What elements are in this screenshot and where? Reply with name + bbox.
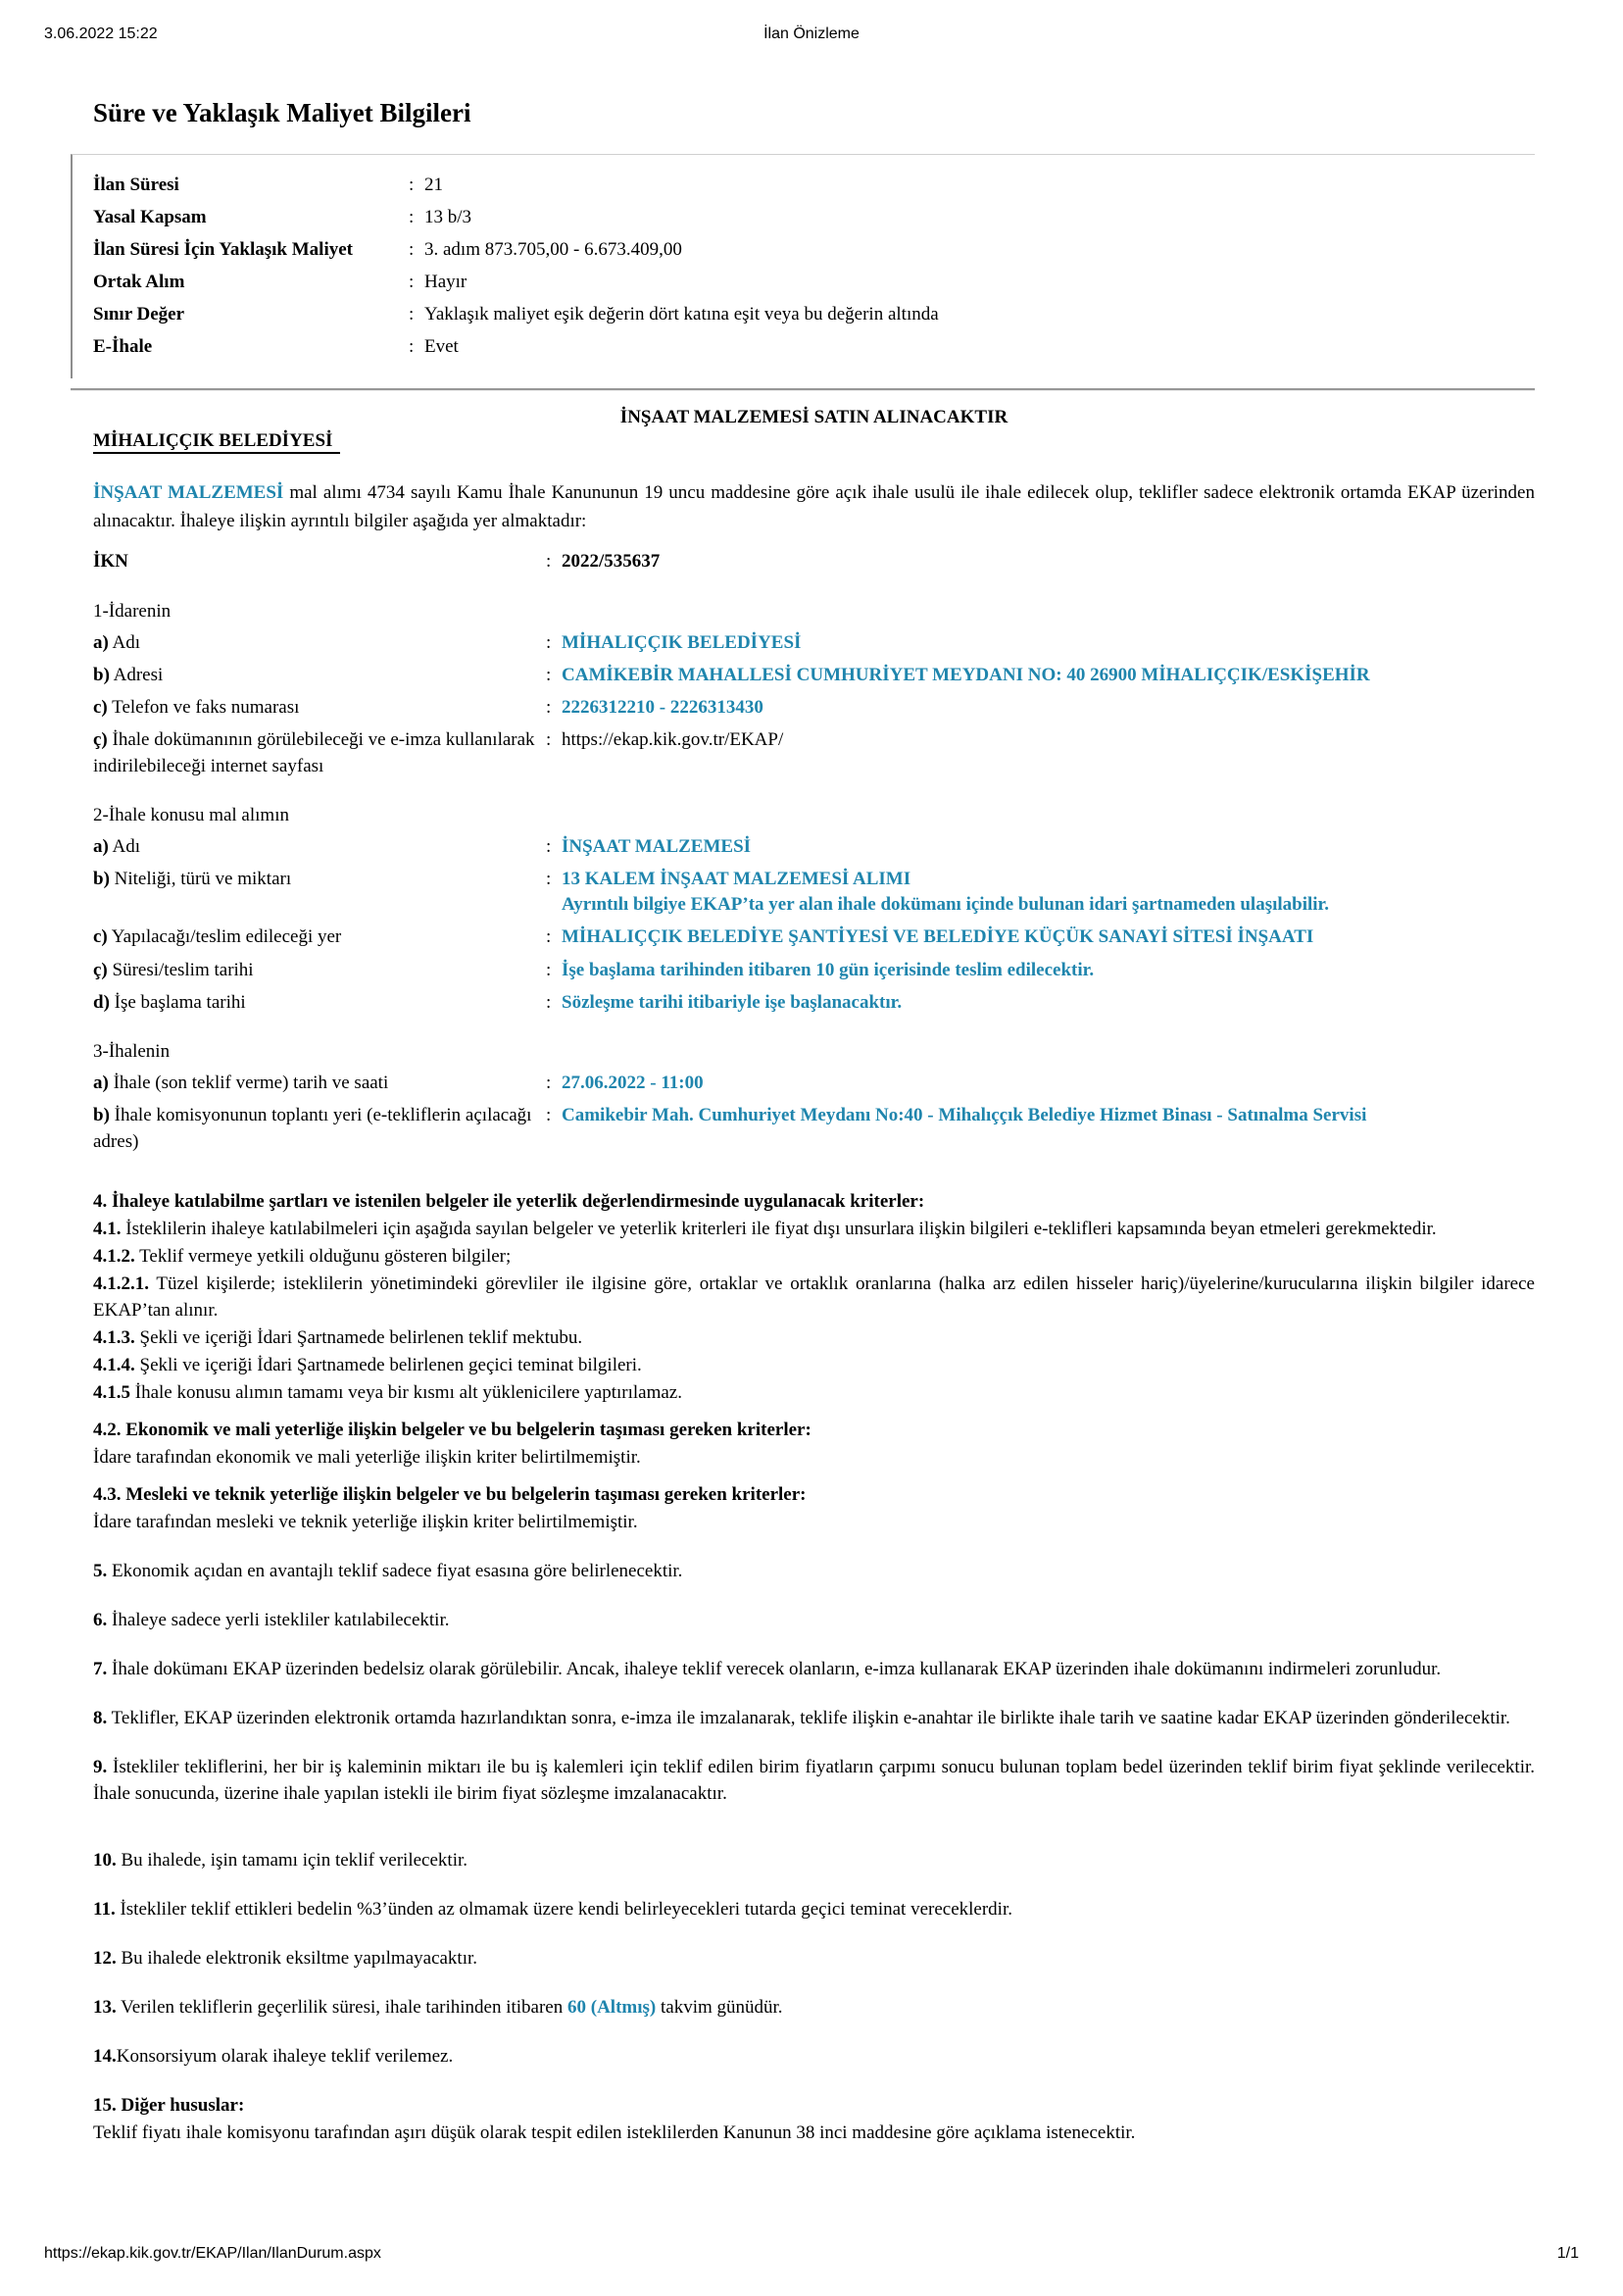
info-row [93,330,1535,363]
info-value: Yaklaşık maliyet eşik değerin dört katına eşit veya bu değerin altında [424,304,939,325]
info-value: 3. adım 873.705,00 - 6.673.409,00 [424,239,682,261]
row-label: İhale (son teklif verme) tarih ve saati [108,1073,389,1094]
row-label: Adı [108,835,141,857]
clause-text: Teklifler, EKAP üzerinden elektronik ortamda hazırlandıktan sonra, e-imza ile imzalanarak, teklife ilişkin e-anahtar ile birlikte ihale tarih ve saatine kadar EKAP üzerinden gönderilecektir. [107,1707,1510,1728]
row-label: Süresi/teslim tarihi [107,959,254,980]
intro-text: mal alımı 4734 sayılı Kamu İhale Kanununun 19 uncu maddesine göre açık ihale usulü ile ihale edilecek olup, teklifler sadece elektronik ortamda EKAP üzerinden alınacaktır. İhaleye ilişkin ayrıntılı bilgiler aşağıda yer almaktadır: [93,482,1535,531]
clause-12 [93,1945,1535,1972]
info-label: İlan Süresi İçin Yaklaşık Maliyet [93,239,353,261]
clause-4 [93,1188,1535,1216]
row-label: Niteliği, türü ve miktarı [109,869,292,889]
clause-11 [93,1896,1535,1923]
clause-text: Bu ihalede, işin tamamı için teklif verilecektir. [116,1850,468,1872]
clause-heading: 4.3. Mesleki ve teknik yeterliğe ilişkin belgeler ve bu belgelerin taşıması gereken kriterler: [93,1483,807,1505]
clause-text: İdare tarafından mesleki ve teknik yeterliğe ilişkin kriter belirtilmemiştir. [93,1511,638,1532]
info-value: Evet [424,336,459,358]
clause-7 [93,1656,1535,1683]
detail-row [93,958,1535,983]
info-label: Ortak Alım [93,272,185,293]
announcement-headline: İNŞAAT MALZEMESİ SATIN ALINACAKTIR [619,407,1008,428]
detail-row [93,1103,1535,1154]
clause-4-1-2 [93,1243,1535,1271]
clause-4-2-text [93,1444,1535,1472]
clause-text: Teklif vermeye yetkili olduğunu gösteren bilgiler; [134,1245,512,1267]
colon: : [409,175,415,195]
clause-number: 4.1.3. [93,1327,135,1349]
clause-number: 9. [93,1756,108,1777]
intro-highlight: İNŞAAT MALZEMESİ [93,482,284,504]
detail-row [93,1071,1535,1096]
detail-row [93,727,1535,778]
colon: : [409,207,415,228]
colon: : [546,631,552,653]
row-value: https://ekap.kik.gov.tr/EKAP/ [562,729,784,751]
colon: : [409,336,415,358]
row-value [562,867,1535,918]
row-letter: a) [93,631,109,653]
clause-text: Şekli ve içeriği İdari Şartnamede belirlenen geçici teminat bilgileri. [134,1355,642,1376]
row-value: CAMİKEBİR MAHALLESİ CUMHURİYET MEYDANI NO: 40 26900 MİHALIÇÇIK/ESKİŞEHİR [562,664,1370,685]
info-row [93,298,1535,330]
clause-number: 4.1.2. [93,1245,135,1267]
print-datetime: 3.06.2022 15:22 [44,25,158,42]
clause-text: Verilen tekliflerin geçerlilik süresi, ihale tarihinden itibaren [116,1997,567,2019]
colon: : [546,697,552,719]
clause-4-1-5 [93,1379,1535,1407]
row-value: MİHALIÇÇIK BELEDİYE ŞANTİYESİ VE BELEDİYE KÜÇÜK SANAYİ SİTESİ İNŞAATI [562,926,1314,948]
clause-number: 14. [93,2046,117,2068]
row-letter: a) [93,1073,109,1094]
row-letter: b) [93,1105,110,1126]
clause-9 [93,1754,1535,1809]
page-number: 1/1 [1556,2245,1579,2262]
clause-6 [93,1607,1535,1634]
row-letter: ç) [93,959,108,980]
row-value: Sözleşme tarihi itibariyle işe başlanacaktır. [562,991,903,1013]
colon: : [546,551,552,573]
clause-text: İhale dokümanı EKAP üzerinden bedelsiz olarak görülebilir. Ancak, ihaleye teklif verecek olanların, e-imza kullanarak EKAP üzerinden ihale dokümanını indirmeleri zorunludur. [107,1658,1442,1679]
row-value-line2: Ayrıntılı bilgiye EKAP’ta yer alan ihale dokümanı içinde bulunan idari şartnameden ulaşılabilir. [562,894,1329,916]
row-value: İşe başlama tarihinden itibaren 10 gün içerisinde teslim edilecektir. [562,959,1095,980]
info-row [93,266,1535,298]
clause-text: İstekliler tekliflerini, her bir iş kaleminin miktarı ile bu iş kalemleri için teklif edilen birim fiyatların çarpımı sonucu bulunan toplam bedel üzerinden teklif birim fiyat şeklinde verilecektir. İhale sonucunda, üzerine ihale yapılan istekli ile birim fiyat sözleşme imzalanacaktır. [93,1756,1535,1805]
row-label: Telefon ve faks numarası [107,697,300,719]
row-letter: c) [93,926,108,948]
row-label: İhale dokümanının görülebileceği ve e-imza kullanılarak indirilebileceği internet sayfası [93,729,535,776]
clause-15 [93,2092,1535,2147]
detail-row [93,663,1535,688]
clause-4-1-4 [93,1352,1535,1379]
info-table [71,154,1535,378]
intro-paragraph [93,479,1535,535]
highlight-value: 60 (Altmış) [567,1997,657,2019]
clause-number: 4.1.2.1. [93,1273,149,1294]
clause-number: 11. [93,1899,116,1921]
row-label: Adı [108,631,141,653]
clause-text: İhaleye sadece yerli istekliler katılabilecektir. [107,1609,450,1630]
info-row [93,169,1535,201]
row-letter: ç) [93,729,108,751]
row-letter: c) [93,697,108,719]
clause-8 [93,1705,1535,1732]
info-label: E-İhale [93,336,153,358]
row-letter: a) [93,835,109,857]
row-letter: b) [93,664,110,685]
clause-number: 4.1.4. [93,1355,135,1376]
clause-number: 12. [93,1948,117,1970]
detail-row [93,924,1535,950]
info-row [93,201,1535,233]
row-label: Yapılacağı/teslim edileceği yer [107,926,342,948]
clause-heading: 15. Diğer hususlar: [93,2094,245,2116]
detail-row [93,630,1535,656]
colon: : [409,239,415,261]
clause-number: 8. [93,1707,108,1728]
clause-4-1-3 [93,1324,1535,1352]
clause-number: 5. [93,1560,108,1581]
clause-number: 7. [93,1658,108,1679]
colon: : [546,869,552,889]
clause-number: 13. [93,1997,117,2019]
clause-4-1-2-1 [93,1271,1535,1325]
info-label: Yasal Kapsam [93,207,207,228]
colon: : [546,991,552,1013]
ikn-row [93,549,1535,574]
info-value: Hayır [424,272,467,293]
clause-heading: 4. İhaleye katılabilme şartları ve istenilen belgeler ile yeterlik değerlendirmesinde uygulanacak kriterler: [93,1190,925,1212]
organization-name: MİHALIÇÇIK BELEDİYESİ [93,430,340,454]
clause-4-1 [93,1216,1535,1243]
clause-text: takvim günüdür. [656,1997,783,2019]
clause-number: 10. [93,1850,117,1872]
clause-text: Ekonomik açıdan en avantajlı teklif sadece fiyat esasına göre belirlenecektir. [107,1560,683,1581]
section-divider [71,388,1535,391]
detail-row [93,990,1535,1016]
info-value: 13 b/3 [424,207,472,228]
clause-heading: 4.2. Ekonomik ve mali yeterliğe ilişkin belgeler ve bu belgelerin taşıması gereken kriterler: [93,1420,812,1441]
row-label: İhale komisyonunun toplantı yeri (e-tekliflerin açılacağı adres) [93,1105,532,1152]
info-label: İlan Süresi [93,175,179,195]
clause-10 [93,1847,1535,1874]
clause-14 [93,2043,1535,2071]
clause-text: İdare tarafından ekonomik ve mali yeterliğe ilişkin kriter belirtilmemiştir. [93,1447,641,1469]
row-value: 27.06.2022 - 11:00 [562,1073,704,1094]
row-value-line1: 13 KALEM İNŞAAT MALZEMESİ ALIMI [562,869,911,889]
detail-row [93,867,1535,918]
clause-text: Tüzel kişilerde; isteklilerin yönetimindeki görevliler ile ilgisine göre, ortaklar ve ortaklık oranlarına (halka arz edilen hisseler hariç)/üyelerine/kurucularına ilişkin bilgiler idarece EKAP’tan alınır. [93,1273,1535,1322]
clause-text: Bu ihalede elektronik eksiltme yapılmayacaktır. [116,1948,478,1970]
clause-text: İhale konusu alımın tamamı veya bir kısmı alt yüklenicilere yaptırılamaz. [130,1382,682,1404]
page-footer [44,2245,1579,2263]
info-label: Sınır Değer [93,304,185,325]
row-letter: b) [93,869,110,889]
colon: : [546,926,552,948]
clause-text: İsteklilerin ihaleye katılabilmeleri için aşağıda sayılan belgeler ve yeterlik kriterleri ile fiyat dışı unsurlara ilişkin bilgileri e-teklifleri kapsamında beyan etmeleri gerekmektedir. [121,1218,1437,1239]
colon: : [546,1105,552,1126]
row-letter: d) [93,991,110,1013]
colon: : [409,304,415,325]
detail-row [93,834,1535,860]
section-heading-3: 3-İhalenin [93,1041,171,1063]
clause-text: Konsorsiyum olarak ihaleye teklif verilemez. [116,2046,454,2068]
clause-number: 6. [93,1609,108,1630]
section-heading-1: 1-İdarenin [93,600,172,622]
row-value: MİHALIÇÇIK BELEDİYESİ [562,631,802,653]
row-value: 2226312210 - 2226313430 [562,697,763,719]
clause-13 [93,1994,1535,2021]
row-value: Camikebir Mah. Cumhuriyet Meydanı No:40 - Mihalıççık Belediye Hizmet Binası - Satınalma Servisi [562,1105,1367,1126]
colon: : [546,664,552,685]
ikn-value: 2022/535637 [562,551,661,573]
colon: : [409,272,415,293]
clauses-block [93,1188,1535,2147]
preview-title: İlan Önizleme [763,25,860,42]
colon: : [546,729,552,751]
row-label: İşe başlama tarihi [109,991,246,1013]
colon: : [546,959,552,980]
clause-4-3 [93,1481,1535,1509]
clause-number: 4.1.5 [93,1382,130,1404]
info-row [93,233,1535,266]
clause-text: İstekliler teklif ettikleri bedelin %3’ünden az olmamak üzere kendi belirleyecekleri tutarda geçici teminat vereceklerdir. [115,1899,1012,1921]
row-value: İNŞAAT MALZEMESİ [562,835,752,857]
ikn-label: İKN [93,551,128,573]
clause-text: Teklif fiyatı ihale komisyonu tarafından aşırı düşük olarak tespit edilen isteklilerden Kanunun 38 inci maddesine göre açıklama istenecektir. [93,2121,1136,2143]
clause-5 [93,1558,1535,1585]
section-heading-2: 2-İhale konusu mal alımın [93,804,289,825]
row-label: Adresi [109,664,164,685]
clause-4-2 [93,1417,1535,1444]
document-title: Süre ve Yaklaşık Maliyet Bilgileri [93,98,471,127]
page-header [44,25,1579,43]
clause-number: 4.1. [93,1218,122,1239]
detail-row [93,695,1535,721]
footer-url: https://ekap.kik.gov.tr/EKAP/Ilan/IlanDurum.aspx [44,2245,381,2262]
clause-text: Şekli ve içeriği İdari Şartnamede belirlenen teklif mektubu. [134,1327,583,1349]
clause-4-3-text [93,1509,1535,1536]
colon: : [546,835,552,857]
colon: : [546,1073,552,1094]
info-value: 21 [424,175,443,195]
